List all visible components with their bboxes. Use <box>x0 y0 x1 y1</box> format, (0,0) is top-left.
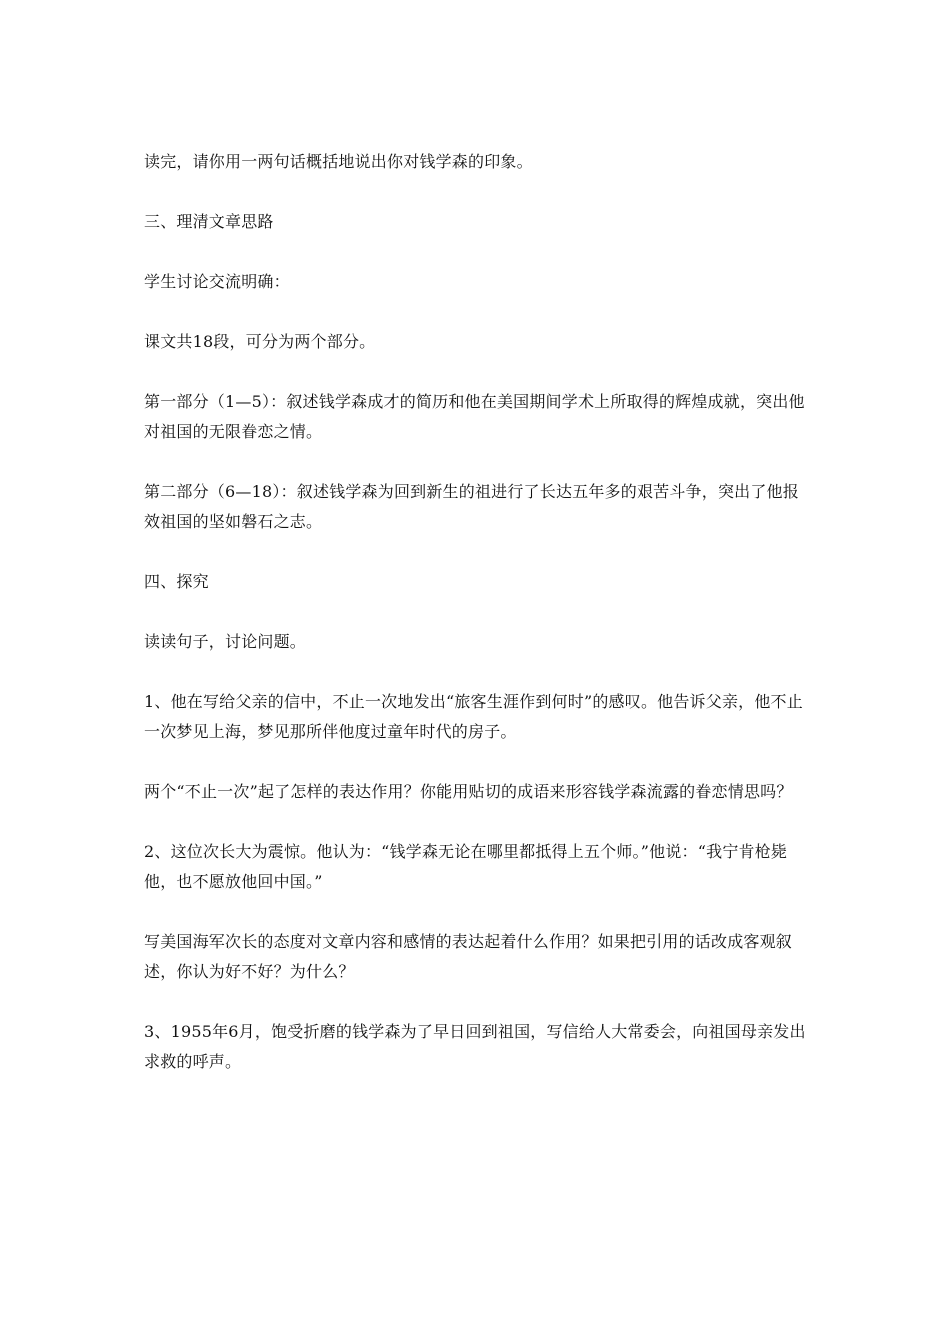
paragraph-text-parts: 课文共18段，可分为两个部分。 <box>144 332 376 351</box>
paragraph-sentence-1: 1、他在写给父亲的信中，不止一次地发出“旅客生涯作到何时”的感叹。他告诉父亲，他不止一次梦见上海，梦见那所伴他度过童年时代的房子。 <box>144 692 803 741</box>
paragraph-read-sentences: 读读句子，讨论问题。 <box>144 632 307 651</box>
document-body <box>144 147 809 1107</box>
paragraph-sentence-3: 3、1955年6月，饱受折磨的钱学森为了早日回到祖国，写信给人大常委会，向祖国母亲发出求救的呼声。 <box>144 1022 806 1071</box>
paragraph-discussion-intro: 学生讨论交流明确： <box>144 272 290 291</box>
paragraph-part-one: 第一部分（1—5）：叙述钱学森成才的简历和他在美国期间学术上所取得的辉煌成就，突出他对祖国的无限眷恋之情。 <box>144 392 805 441</box>
paragraph-sentence-2: 2、这位次长大为震惊。他认为：“钱学森无论在哪里都抵得上五个师。”他说：“我宁肯枪毙他，也不愿放他回中国。” <box>144 842 788 891</box>
section-heading-structure: 三、理清文章思路 <box>144 212 274 231</box>
paragraph-part-two: 第二部分（6—18）：叙述钱学森为回到新生的祖进行了长达五年多的艰苦斗争，突出了他报效祖国的坚如磐石之志。 <box>144 482 799 531</box>
section-heading-explore: 四、探究 <box>144 572 209 591</box>
paragraph-question-2: 写美国海军次长的态度对文章内容和感情的表达起着什么作用？如果把引用的话改成客观叙述，你认为好不好？为什么？ <box>144 932 793 981</box>
paragraph-impression-prompt: 读完，请你用一两句话概括地说出你对钱学森的印象。 <box>144 152 533 171</box>
paragraph-question-1: 两个“不止一次”起了怎样的表达作用？你能用贴切的成语来形容钱学森流露的眷恋情思吗？ <box>144 782 793 801</box>
